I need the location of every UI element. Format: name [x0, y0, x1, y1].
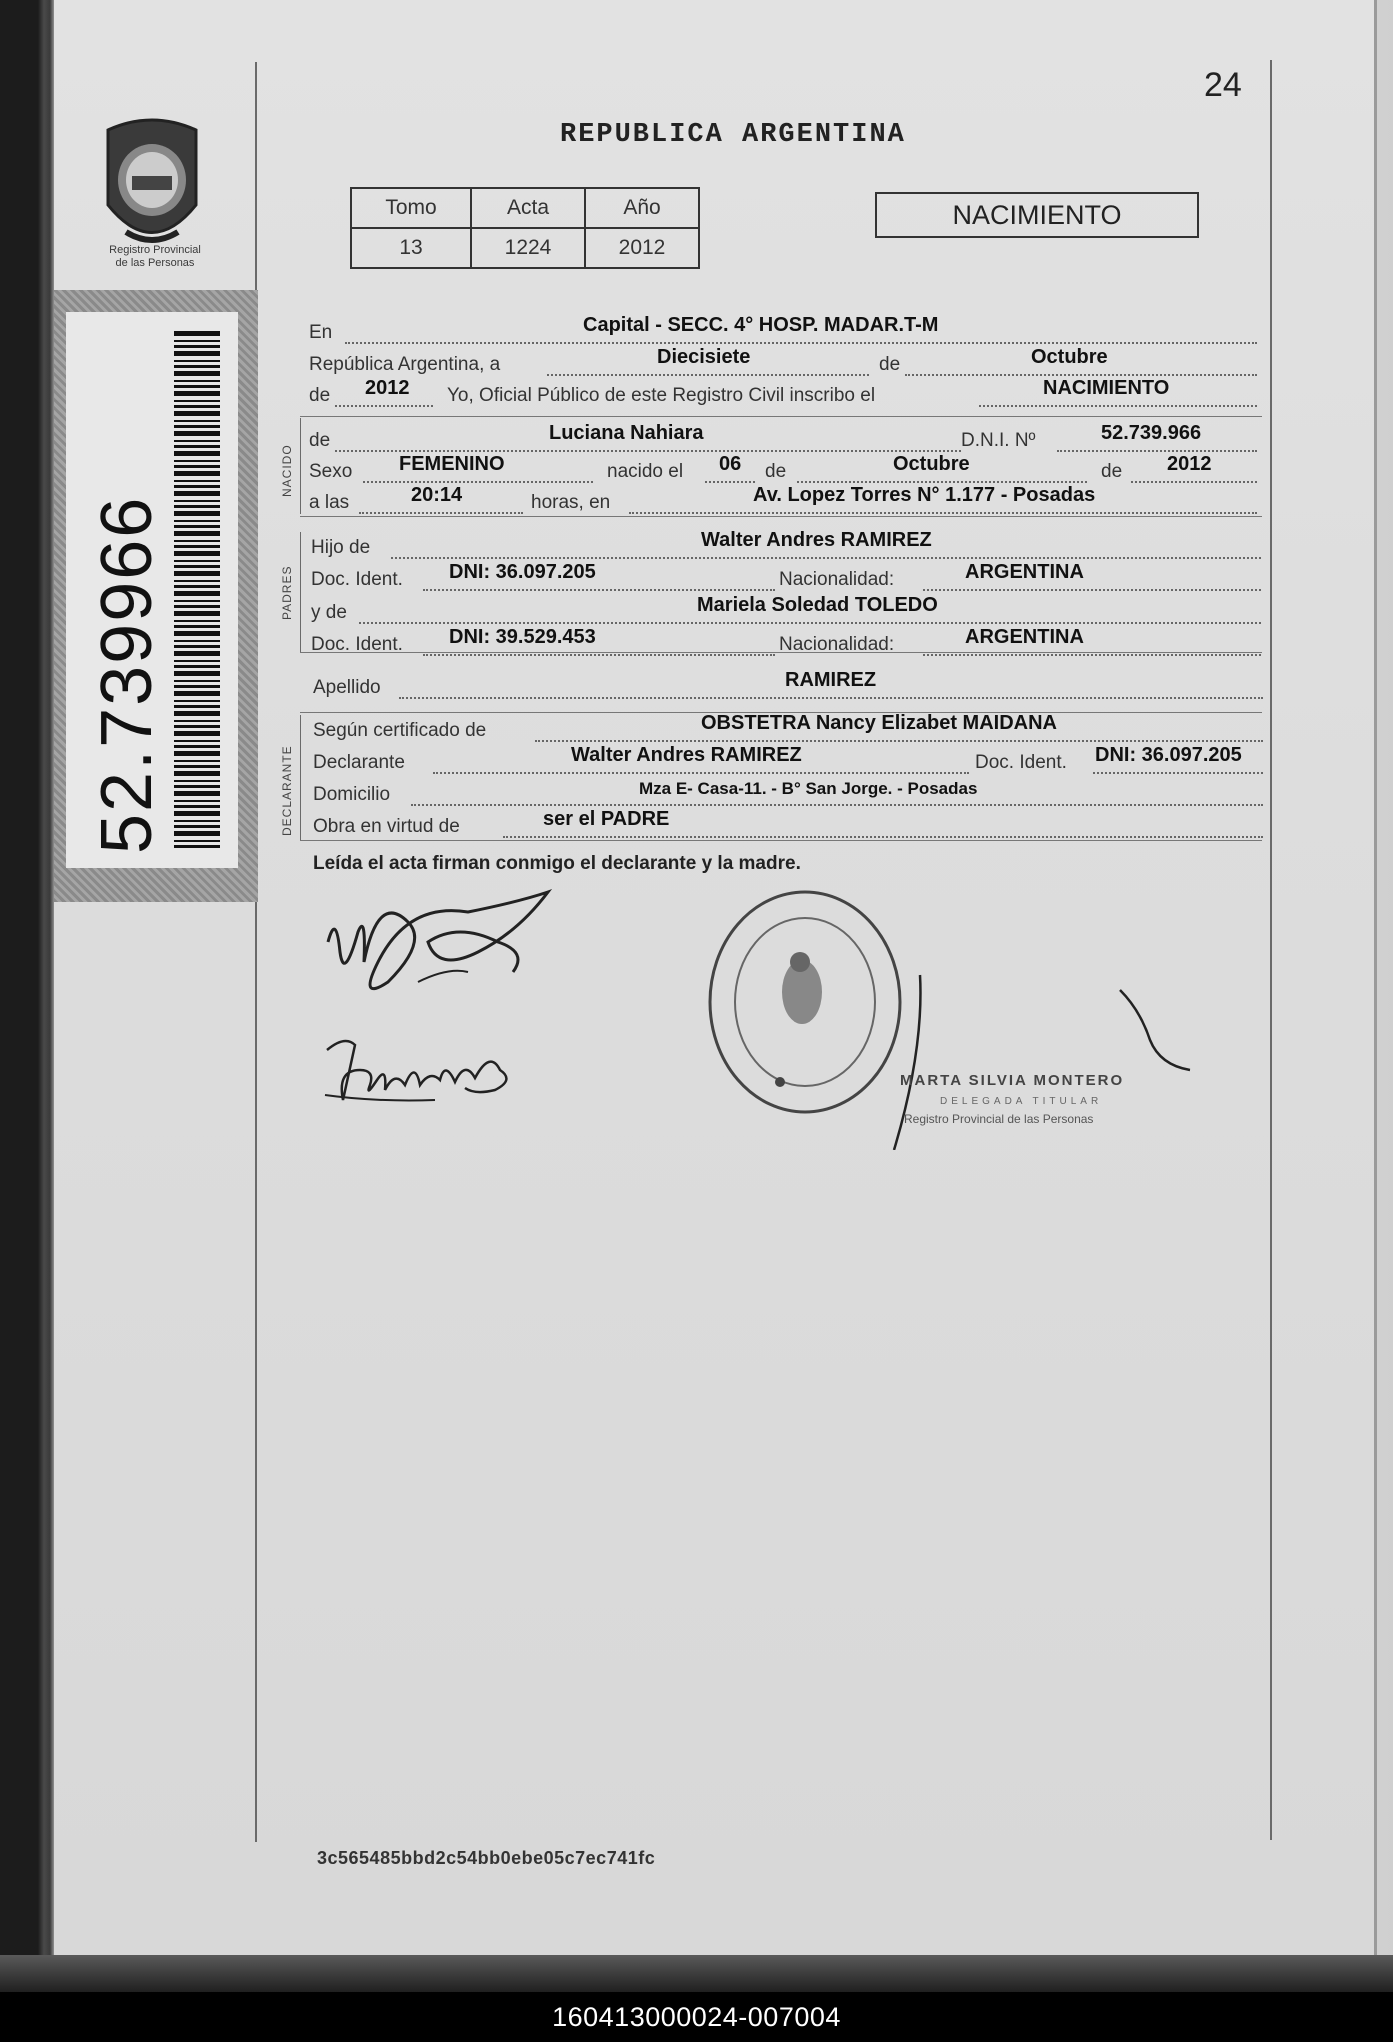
dots-apellido: [399, 697, 1263, 699]
value-apellido: RAMIREZ: [785, 669, 877, 691]
register-header-acta: Acta: [471, 188, 585, 228]
label-de-anio-nac: de: [1101, 461, 1123, 482]
value-dni-madre: DNI: 39.529.453: [449, 626, 596, 648]
dots-nombre: [335, 450, 961, 452]
barcode-rotated: [66, 312, 238, 868]
label-doc-ident-declarante: Doc. Ident.: [975, 752, 1067, 773]
value-dni-declarante: DNI: 36.097.205: [1095, 744, 1242, 766]
dots-dia-nac: [705, 481, 755, 483]
register-value-anio: 2012: [585, 228, 699, 268]
value-nombre: Luciana Nahiara: [549, 422, 704, 444]
section-rule-padres: [300, 532, 301, 652]
dots-domicilio: [411, 804, 1263, 806]
document-heading: REPUBLICA ARGENTINA: [560, 120, 906, 150]
label-domicilio: Domicilio: [313, 784, 391, 805]
register-value-row: [351, 228, 699, 268]
dots-mes: [905, 374, 1257, 376]
register-header-tomo: Tomo: [351, 188, 471, 228]
label-dni: D.N.I. Nº: [961, 430, 1036, 451]
barcode-label: [66, 312, 238, 868]
record-type-box: NACIMIENTO: [875, 192, 1199, 238]
value-hora: 20:14: [411, 484, 463, 506]
side-label-declarante: DECLARANTE: [280, 745, 294, 836]
value-padre: Walter Andres RAMIREZ: [701, 529, 932, 551]
value-certificado: OBSTETRA Nancy Elizabet MAIDANA: [701, 712, 1057, 734]
dots-declarante: [433, 772, 969, 774]
value-dni: 52.739.966: [1101, 422, 1202, 444]
label-declarante: Declarante: [313, 752, 405, 773]
label-a-las: a las: [309, 492, 350, 513]
page-outer-edge: [1374, 0, 1377, 1955]
line-hora: [309, 484, 1259, 520]
document-hash: 3c565485bbd2c54bb0ebe05c7ec741fc: [317, 1848, 656, 1868]
register-header-row: [351, 188, 699, 228]
dots-dia: [547, 374, 869, 376]
registry-seal-icon: [96, 110, 208, 260]
value-sexo: FEMENINO: [399, 453, 505, 475]
official-office: Registro Provincial de las Personas: [904, 1112, 1094, 1126]
page-right-border: [1270, 60, 1272, 1840]
label-obra: Obra en virtud de: [313, 816, 460, 837]
label-apellido: Apellido: [313, 677, 381, 698]
value-nac-madre: ARGENTINA: [965, 626, 1084, 648]
line-domicilio: [313, 779, 1263, 812]
separator-top: [300, 416, 1262, 417]
value-obra: ser el PADRE: [543, 808, 670, 830]
label-de-mes-nac: de: [765, 461, 787, 482]
dots-tipo: [979, 405, 1257, 407]
declarant-signature-icon: [318, 872, 568, 1022]
line-anio-acta: [309, 377, 1259, 413]
register-value-acta: 1224: [471, 228, 585, 268]
dots-obra: [503, 836, 1263, 838]
dots-nac-padre: [923, 589, 1261, 591]
barcode-number: 52.739966: [87, 495, 167, 854]
label-nacido-el: nacido el: [607, 461, 684, 482]
dots-nac-madre: [923, 654, 1261, 656]
dots-padre: [391, 557, 1261, 559]
value-anio-acta: 2012: [365, 377, 410, 399]
label-nacionalidad-madre: Nacionalidad:: [779, 634, 895, 655]
register-header-anio: Año: [585, 188, 699, 228]
footer-id: 160413000024-007004: [0, 1992, 1393, 2042]
official-name: MARTA SILVIA MONTERO: [900, 1072, 1125, 1089]
line-lugar: [309, 314, 1259, 350]
dots-lugar-nac: [629, 512, 1257, 514]
label-horas-en: horas, en: [531, 492, 611, 513]
label-republica: República Argentina, a: [309, 354, 501, 375]
value-declarante: Walter Andres RAMIREZ: [571, 744, 802, 766]
register-table: [350, 187, 700, 269]
dots-dni-padre: [423, 589, 775, 591]
value-dia-texto: Diecisiete: [657, 346, 751, 368]
dots-dni-madre: [423, 654, 775, 656]
dots-sexo: [363, 481, 593, 483]
line-doc-madre: [311, 626, 1261, 662]
label-y-de: y de: [311, 602, 347, 623]
side-label-padres: PADRES: [280, 565, 294, 620]
label-de-anio: de: [309, 385, 331, 406]
dots-hora: [359, 512, 523, 514]
dots-anio: [335, 405, 433, 407]
dots-mes-nac: [797, 481, 1087, 483]
section-rule-declarante: [300, 715, 301, 840]
dots-dni: [1057, 450, 1257, 452]
value-nac-padre: ARGENTINA: [965, 561, 1084, 583]
dots-lugar: [345, 342, 1257, 344]
line-declarante: [313, 744, 1263, 780]
value-domicilio: Mza E- Casa-11. - B° San Jorge. - Posadas: [639, 779, 978, 798]
value-tipo: NACIMIENTO: [1043, 377, 1170, 399]
value-lugar: Capital - SECC. 4° HOSP. MADAR.T-M: [583, 314, 939, 336]
dots-madre: [359, 622, 1261, 624]
value-mes-nac: Octubre: [893, 453, 970, 475]
registry-logo-caption: [80, 244, 230, 270]
value-dni-padre: DNI: 36.097.205: [449, 561, 596, 583]
closing-statement: Leída el acta firman conmigo el declarante y la madre.: [313, 853, 801, 874]
value-dia-nac: 06: [719, 453, 742, 475]
logo-caption-line-1: Registro Provincial: [109, 244, 201, 256]
logo-caption-line-2: de las Personas: [115, 257, 195, 269]
label-en: En: [309, 322, 333, 343]
register-value-tomo: 13: [351, 228, 471, 268]
dots-anio-nac: [1131, 481, 1257, 483]
dots-certificado: [535, 740, 1263, 742]
label-de-mes: de: [879, 354, 901, 375]
page-number: 24: [1204, 66, 1242, 104]
label-yo-oficial: Yo, Oficial Público de este Registro Civil inscribo el: [447, 385, 876, 406]
side-label-nacido: NACIDO: [280, 444, 294, 497]
label-doc-ident-madre: Doc. Ident.: [311, 634, 403, 655]
label-hijo-de: Hijo de: [311, 537, 371, 558]
barcode-sticker: [54, 290, 258, 902]
mother-signature-icon: [315, 1030, 530, 1115]
label-doc-ident-padre: Doc. Ident.: [311, 569, 403, 590]
value-mes-acta: Octubre: [1031, 346, 1108, 368]
line-apellido: [313, 669, 1263, 705]
label-de-nombre: de: [309, 430, 331, 451]
label-nacionalidad-padre: Nacionalidad:: [779, 569, 895, 590]
dots-dni-declarante: [1093, 772, 1263, 774]
value-lugar-nac: Av. Lopez Torres N° 1.177 - Posadas: [753, 484, 1096, 506]
value-anio-nac: 2012: [1167, 453, 1212, 475]
label-segun: Según certificado de: [313, 720, 487, 741]
scan-bottom-edge: [0, 1955, 1393, 1992]
section-rule-nacido: [300, 418, 301, 514]
value-madre: Mariela Soledad TOLEDO: [697, 594, 938, 616]
official-title: DELEGADA TITULAR: [940, 1096, 1103, 1107]
label-sexo: Sexo: [309, 461, 353, 482]
barcode-bars: [174, 328, 220, 848]
line-doc-padre: [311, 561, 1261, 597]
line-obra: [313, 808, 1263, 844]
